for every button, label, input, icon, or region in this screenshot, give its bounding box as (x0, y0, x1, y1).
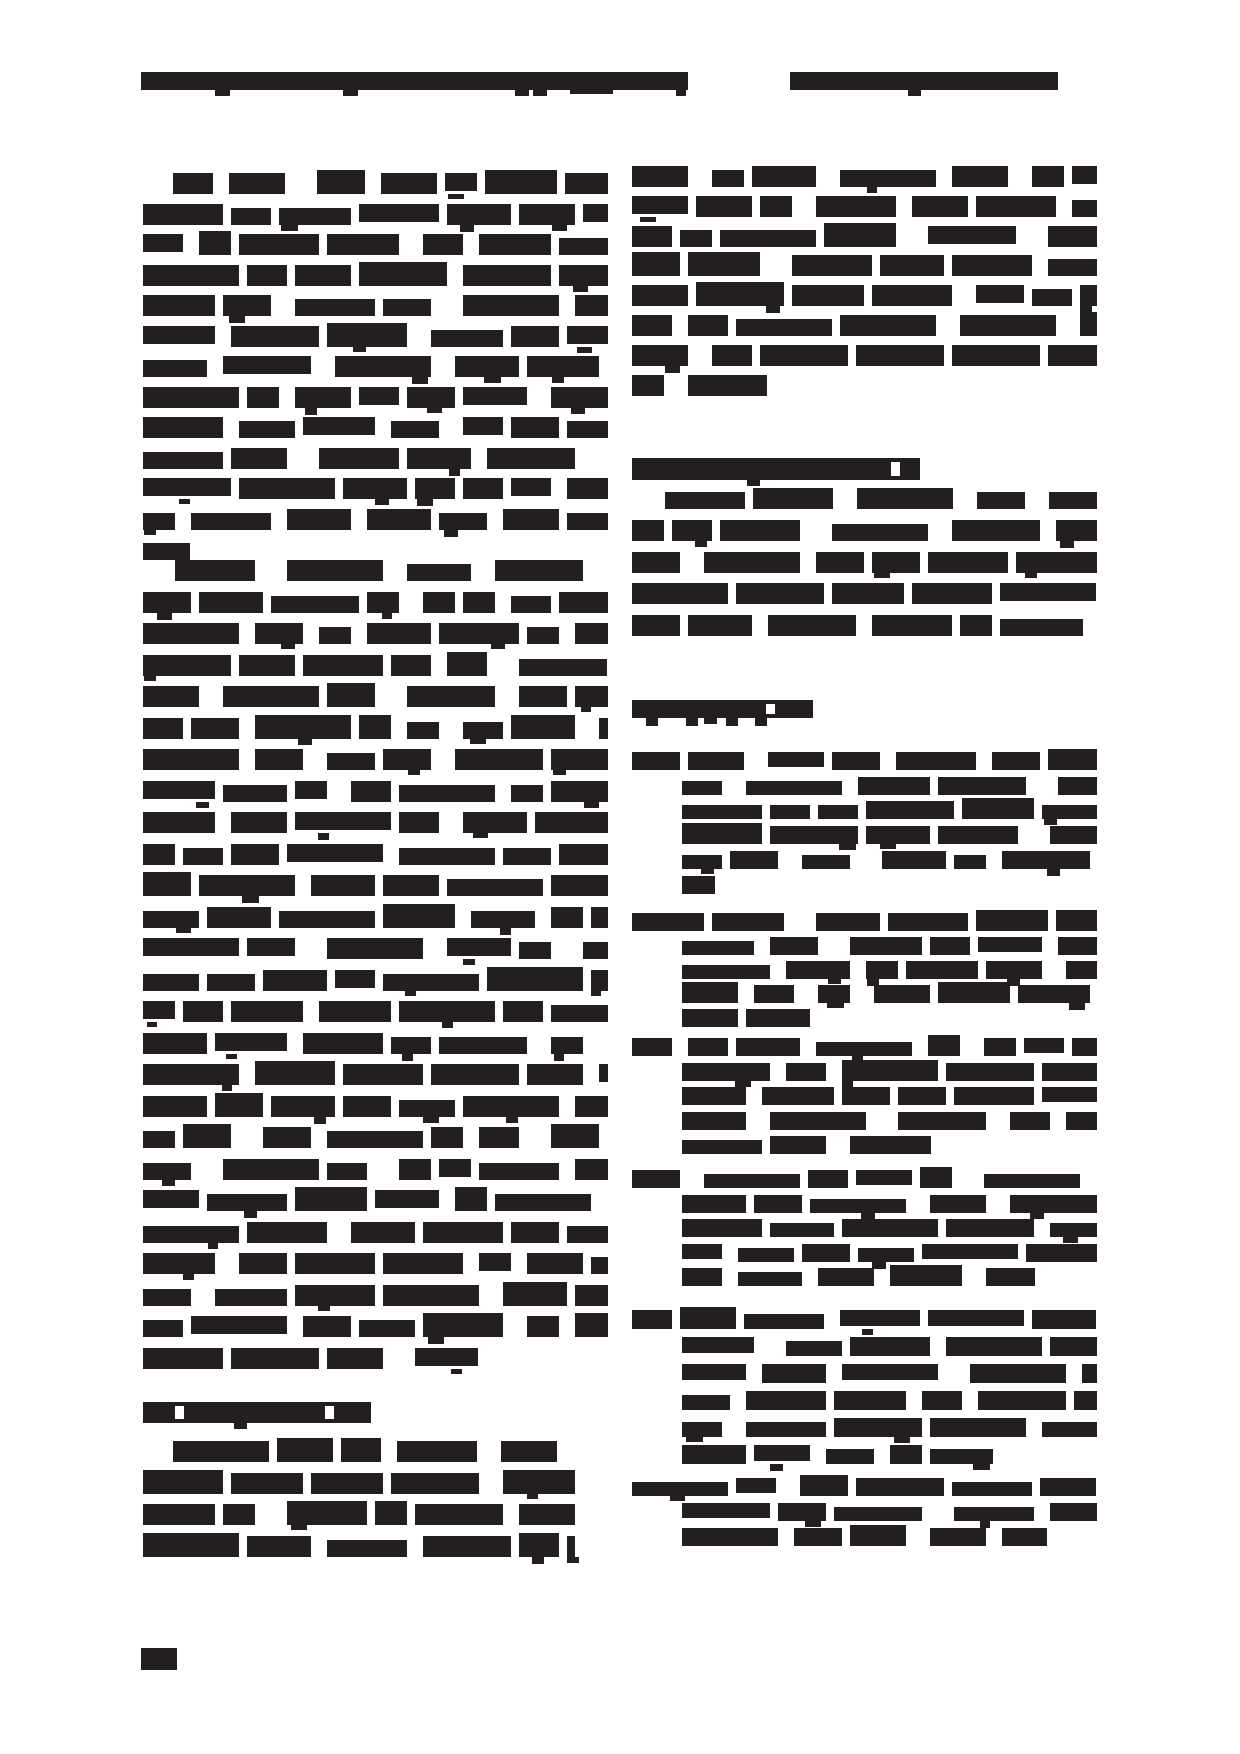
reference-entry-1 (632, 746, 1097, 900)
page-number (141, 1648, 177, 1670)
left-column (143, 0, 608, 1754)
reference-entry-5 (632, 1304, 1097, 1470)
reference-entry-2 (632, 907, 1097, 1033)
body-paragraph (143, 554, 608, 1375)
closing-paragraph (143, 1435, 608, 1563)
right-column (632, 0, 1097, 1754)
continuation-paragraph (632, 160, 1097, 402)
reference-entry-4 (632, 1164, 1097, 1292)
left-section-heading (143, 1394, 608, 1435)
reference-entry-6 (632, 1472, 1097, 1552)
reference-entry-3 (632, 1032, 1097, 1160)
acknowledgements-paragraph (632, 482, 1097, 642)
lead-paragraph (143, 167, 608, 566)
references-heading (632, 692, 1097, 730)
